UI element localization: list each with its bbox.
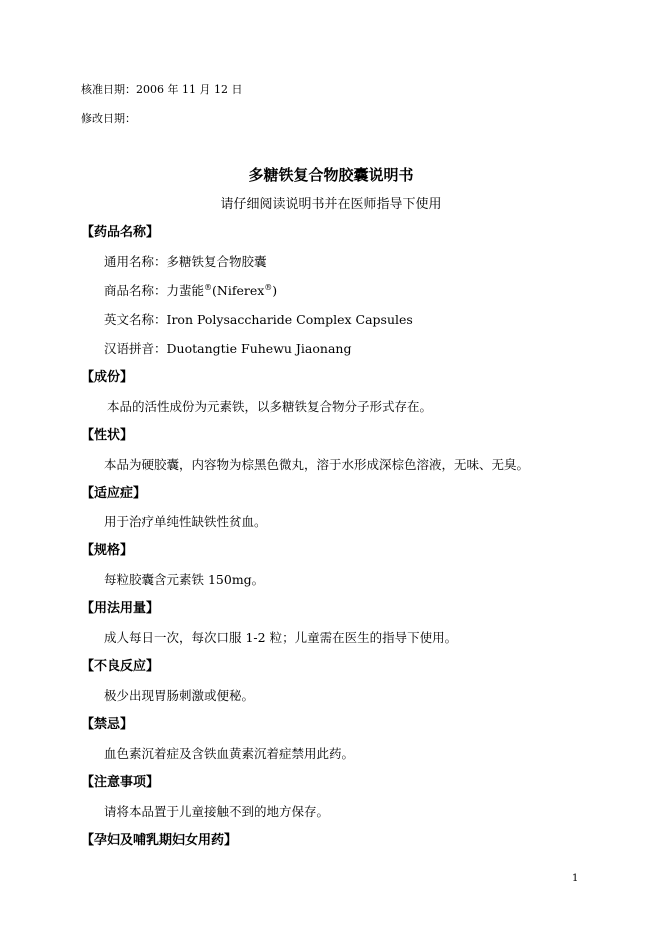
section-heading-pregnancy: 【孕妇及哺乳期妇女用药】 [81, 833, 238, 848]
description-text: 本品为硬胶囊，内容物为棕黑色微丸，溶于水形成深棕色溶液，无味、无臭。 [104, 457, 530, 472]
section-heading-dosage: 【用法用量】 [81, 601, 160, 616]
adverse-reactions-text: 极少出现胃肠刺激或便秘。 [104, 688, 255, 703]
section-heading-description: 【性状】 [81, 428, 134, 443]
specification-text: 每粒胶囊含元素铁 150mg。 [104, 572, 265, 587]
document-title: 多糖铁复合物胶囊说明书 [248, 166, 414, 184]
contraindications-text: 血色素沉着症及含铁血黄素沉着症禁用此药。 [104, 746, 355, 761]
registered-mark: ® [204, 282, 213, 292]
trade-name [104, 282, 277, 300]
section-heading-drug-name: 【药品名称】 [81, 225, 160, 240]
precautions-text: 请将本品置于儿童接触不到的地方保存。 [104, 804, 330, 819]
generic-name: 通用名称：多糖铁复合物胶囊 [104, 254, 267, 269]
revision-date: 修改日期： [81, 112, 136, 125]
section-heading-indications: 【适应症】 [81, 486, 147, 501]
approval-date: 核准日期：2006 年 11 月 12 日 [81, 83, 243, 96]
section-heading-adverse-reactions: 【不良反应】 [81, 659, 160, 674]
page-number: 1 [572, 873, 579, 884]
registered-mark-2: ® [264, 282, 273, 292]
document-subtitle: 请仔细阅读说明书并在医师指导下使用 [220, 197, 442, 212]
section-heading-precautions: 【注意事项】 [81, 775, 160, 790]
trade-name-suffix: ) [272, 283, 278, 298]
indications-text: 用于治疗单纯性缺铁性贫血。 [104, 514, 267, 529]
trade-name-prefix: 商品名称：力蜚能 [104, 283, 205, 298]
trade-name-middle: (Niferex [212, 283, 265, 298]
section-heading-contraindications: 【禁忌】 [81, 717, 134, 732]
composition-text: 本品的活性成份为元素铁，以多糖铁复合物分子形式存在。 [107, 399, 433, 414]
section-heading-composition: 【成份】 [81, 370, 134, 385]
section-heading-specification: 【规格】 [81, 543, 134, 558]
english-name: 英文名称：Iron Polysaccharide Complex Capsules [104, 312, 413, 327]
dosage-text: 成人每日一次，每次口服 1-2 粒；儿童需在医生的指导下使用。 [104, 630, 458, 645]
pinyin-name: 汉语拼音：Duotangtie Fuhewu Jiaonang [104, 341, 352, 356]
